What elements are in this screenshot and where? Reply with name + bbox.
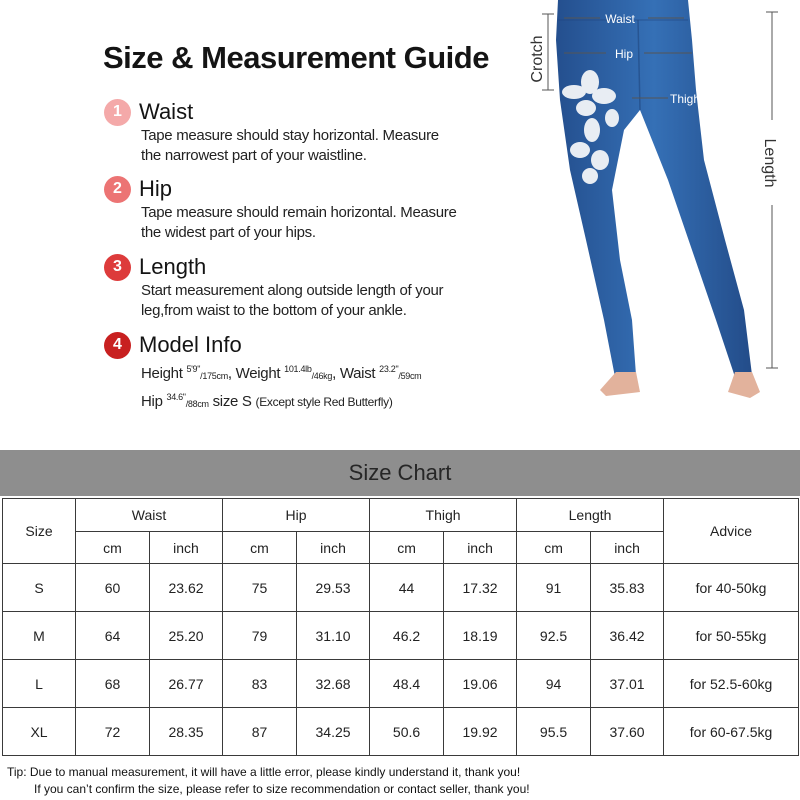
step-number-2: 2 (104, 176, 131, 203)
step-hip (104, 175, 524, 243)
value-cell: 29.53 (297, 564, 370, 612)
value-cell: 19.92 (444, 708, 517, 756)
unit-cell: cm (370, 532, 444, 564)
value-cell: 26.77 (150, 660, 223, 708)
value-cell: 91 (517, 564, 591, 612)
step-title-waist: Waist (139, 99, 194, 124)
value-cell: 50.6 (370, 708, 444, 756)
advice-cell: for 50-55kg (664, 612, 799, 660)
tip-line-2: If you can’t confirm the size, please refer to size recommendation or contact seller, thank you! (34, 782, 530, 796)
value-cell: 60 (76, 564, 150, 612)
step-waist (104, 98, 524, 166)
label-thigh: Thigh (670, 92, 701, 106)
header-advice: Advice (664, 499, 799, 564)
label-crotch: Crotch (529, 35, 546, 83)
header-length: Length (517, 499, 664, 532)
unit-cell: inch (297, 532, 370, 564)
header-waist: Waist (76, 499, 223, 532)
unit-cell: inch (150, 532, 223, 564)
label-length: Length (761, 138, 778, 188)
advice-cell: for 60-67.5kg (664, 708, 799, 756)
step-desc-line: leg,from waist to the bottom of your ankle. (141, 302, 407, 319)
value-cell: 36.42 (591, 612, 664, 660)
value-cell: 37.01 (591, 660, 664, 708)
value-cell: 17.32 (444, 564, 517, 612)
value-cell: 18.19 (444, 612, 517, 660)
value-cell: 75 (223, 564, 297, 612)
value-cell: 64 (76, 612, 150, 660)
leggings-shape (556, 0, 752, 377)
size-cell: M (3, 612, 76, 660)
value-cell: 95.5 (517, 708, 591, 756)
size-chart-table (2, 498, 799, 756)
value-cell: 44 (370, 564, 444, 612)
value-cell: 92.5 (517, 612, 591, 660)
tip-line-1: Tip: Due to manual measurement, it will have a little error, please kindly understand it, thank you! (7, 765, 521, 779)
unit-cell: cm (223, 532, 297, 564)
step-desc-line: Start measurement along outside length of your (141, 282, 444, 299)
step-desc-line: Tape measure should remain horizontal. Measure (141, 204, 457, 221)
table-row (3, 564, 799, 612)
step-desc-line: Tape measure should stay horizontal. Measure (141, 127, 439, 144)
step-number-4: 4 (104, 332, 131, 359)
guide-title: Size & Measurement Guide (103, 40, 489, 75)
feet (600, 372, 760, 398)
table-row (3, 612, 799, 660)
header-thigh: Thigh (370, 499, 517, 532)
step-title-hip: Hip (139, 176, 173, 201)
step-title-length: Length (139, 254, 207, 279)
label-hip: Hip (614, 47, 634, 61)
model-hip-size: Hip $^{34.6"}_{/88cm}$ size S (Except style Red Butterfly) (141, 392, 393, 410)
size-cell: S (3, 564, 76, 612)
step-number-3: 3 (104, 254, 131, 281)
step-length (104, 253, 524, 321)
tip-note (7, 764, 530, 798)
value-cell: 94 (517, 660, 591, 708)
model-measurements: Height $^{5'9"}_{/175cm}$, Weight $^{101.4lb}_{/46kg}$, Waist $^{23.2"}_{/59cm}$ (141, 364, 422, 382)
header-row (3, 499, 799, 532)
step-desc-line: the narrowest part of your waistline. (141, 147, 367, 164)
size-chart-banner: Size Chart (0, 450, 800, 496)
step-desc-line: the widest part of your hips. (141, 224, 316, 241)
label-waist: Waist (605, 12, 635, 26)
value-cell: 83 (223, 660, 297, 708)
value-cell: 34.25 (297, 708, 370, 756)
value-cell: 23.62 (150, 564, 223, 612)
value-cell: 32.68 (297, 660, 370, 708)
value-cell: 25.20 (150, 612, 223, 660)
value-cell: 37.60 (591, 708, 664, 756)
value-cell: 72 (76, 708, 150, 756)
table-row (3, 660, 799, 708)
header-size: Size (3, 499, 76, 564)
header-hip: Hip (223, 499, 370, 532)
step-model-info (104, 331, 524, 415)
size-cell: L (3, 660, 76, 708)
value-cell: 46.2 (370, 612, 444, 660)
table-row (3, 708, 799, 756)
step-title-model-info: Model Info (139, 332, 242, 357)
size-cell: XL (3, 708, 76, 756)
value-cell: 35.83 (591, 564, 664, 612)
unit-cell: cm (76, 532, 150, 564)
value-cell: 48.4 (370, 660, 444, 708)
step-number-1: 1 (104, 99, 131, 126)
value-cell: 31.10 (297, 612, 370, 660)
legging-measurement-figure (520, 0, 800, 410)
unit-cell: inch (591, 532, 664, 564)
advice-cell: for 52.5-60kg (664, 660, 799, 708)
value-cell: 87 (223, 708, 297, 756)
value-cell: 68 (76, 660, 150, 708)
value-cell: 79 (223, 612, 297, 660)
value-cell: 19.06 (444, 660, 517, 708)
value-cell: 28.35 (150, 708, 223, 756)
advice-cell: for 40-50kg (664, 564, 799, 612)
unit-cell: inch (444, 532, 517, 564)
unit-cell: cm (517, 532, 591, 564)
